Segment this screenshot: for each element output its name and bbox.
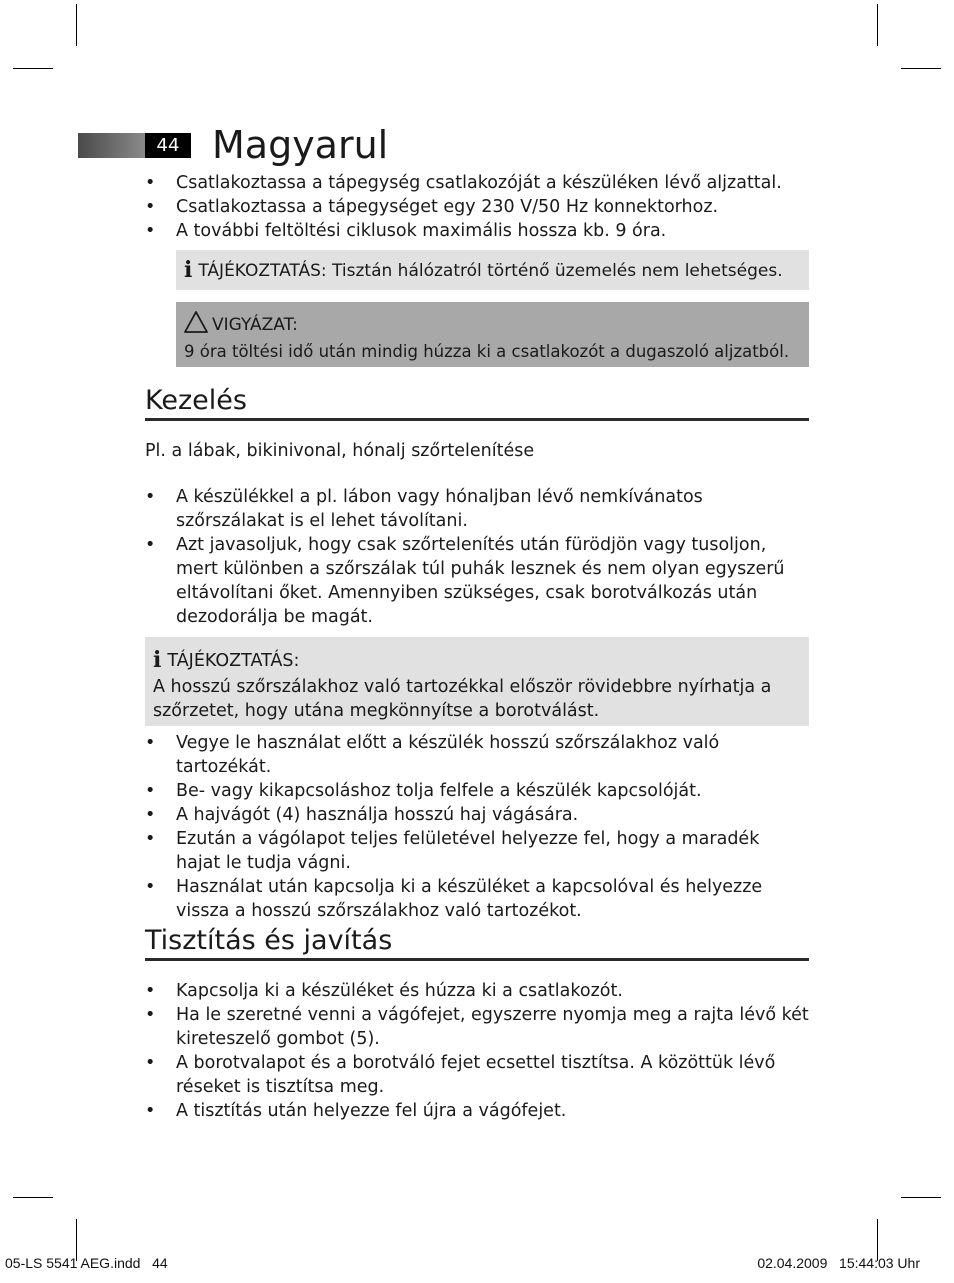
- crop-mark: [877, 4, 878, 46]
- crop-mark: [13, 1197, 53, 1198]
- list-item: • Be- vagy kikapcsoláshoz tolja felfele a készülék kapcsolóját.: [145, 779, 809, 803]
- list-item: • Vegye le használat előtt a készülék hosszú szőrszálakhoz való tartozékát.: [145, 731, 809, 779]
- list-item: • A készülékkel a pl. lábon vagy hónaljban lévő nemkívánatos szőrszálakat is el lehet távolítani.: [145, 485, 809, 533]
- info-note: [145, 637, 809, 726]
- section-heading: Tisztítás és javítás: [145, 924, 809, 961]
- crop-mark: [13, 68, 53, 69]
- list-item: • Kapcsolja ki a készüléket és húzza ki a csatlakozót.: [145, 979, 809, 1003]
- crop-mark: [901, 68, 941, 69]
- info-note-label: TÁJÉKOZTATÁS:: [167, 651, 300, 671]
- list-item: • Használat után kapcsolja ki a készüléket a kapcsolóval és helyezze vissza a hosszú szőrszálakhoz való tartozékot.: [145, 875, 809, 923]
- section-heading: Kezelés: [145, 384, 809, 421]
- list-item: • A további feltöltési ciklusok maximális hossza kb. 9 óra.: [145, 219, 809, 243]
- warning-text: 9 óra töltési idő után mindig húzza ki a csatlakozót a dugaszoló aljzatból.: [184, 342, 790, 361]
- list-item: • A hajvágót (4) használja hosszú haj vágására.: [145, 803, 809, 827]
- crop-mark: [76, 4, 77, 46]
- footer-file: 05-LS 5541 AEG.indd 44: [5, 1255, 168, 1271]
- warning-triangle-icon: [184, 311, 208, 340]
- section-intro: Pl. a lábak, bikinivonal, hónalj szőrtelenítése: [145, 441, 535, 461]
- list-item: • Azt javasoljuk, hogy csak szőrtelenítés után fürödjön vagy tusoljon, mert különben a szőrszálak túl puhák lesznek és nem olyan egyszerű eltávolítani őket. Amennyiben szükséges, csak borotválkozás után dezodorálja be magát.: [145, 533, 809, 629]
- list-item: • Csatlakoztassa a tápegységet egy 230 V/50 Hz konnektorhoz.: [145, 195, 809, 219]
- footer-datetime: 02.04.2009 15:44:03 Uhr: [757, 1255, 920, 1271]
- list-item: • Ezután a vágólapot teljes felületével helyezze fel, hogy a maradék hajat le tudja vágni.: [145, 827, 809, 875]
- kezeles-list: [145, 485, 809, 629]
- crop-mark: [901, 1197, 941, 1198]
- tisztitas-list: [145, 979, 809, 1123]
- info-icon: i: [184, 257, 193, 283]
- list-item: • Ha le szeretné venni a vágófejet, egyszerre nyomja meg a rajta lévő két kireteszelő gombot (5).: [145, 1003, 809, 1051]
- info-note: [176, 250, 809, 290]
- info-note-text: A hosszú szőrszálakhoz való tartozékkal először rövidebbre nyírhatja a szőrzetet, hogy utána megkönnyítse a borotválást.: [153, 677, 772, 721]
- info-note-label: TÁJÉKOZTATÁS:: [198, 261, 327, 281]
- warning-label: VIGYÁZAT:: [212, 315, 298, 335]
- warning-note: [176, 302, 809, 367]
- list-item: • Csatlakoztassa a tápegység csatlakozóját a készüléken lévő aljzattal.: [145, 171, 809, 195]
- info-note-text: Tisztán hálózatról történő üzemelés nem lehetséges.: [326, 261, 783, 281]
- intro-list: [145, 171, 809, 243]
- list-item: • A borotvalapot és a borotváló fejet ecsettel tisztítsa. A közöttük lévő réseket is tisztítsa meg.: [145, 1051, 809, 1099]
- kezeles-list-2: [145, 731, 809, 923]
- page-title: Magyarul: [212, 123, 389, 167]
- page-number: 44: [145, 133, 191, 158]
- info-icon: i: [153, 647, 162, 673]
- list-item: • A tisztítás után helyezze fel újra a vágófejet.: [145, 1099, 809, 1123]
